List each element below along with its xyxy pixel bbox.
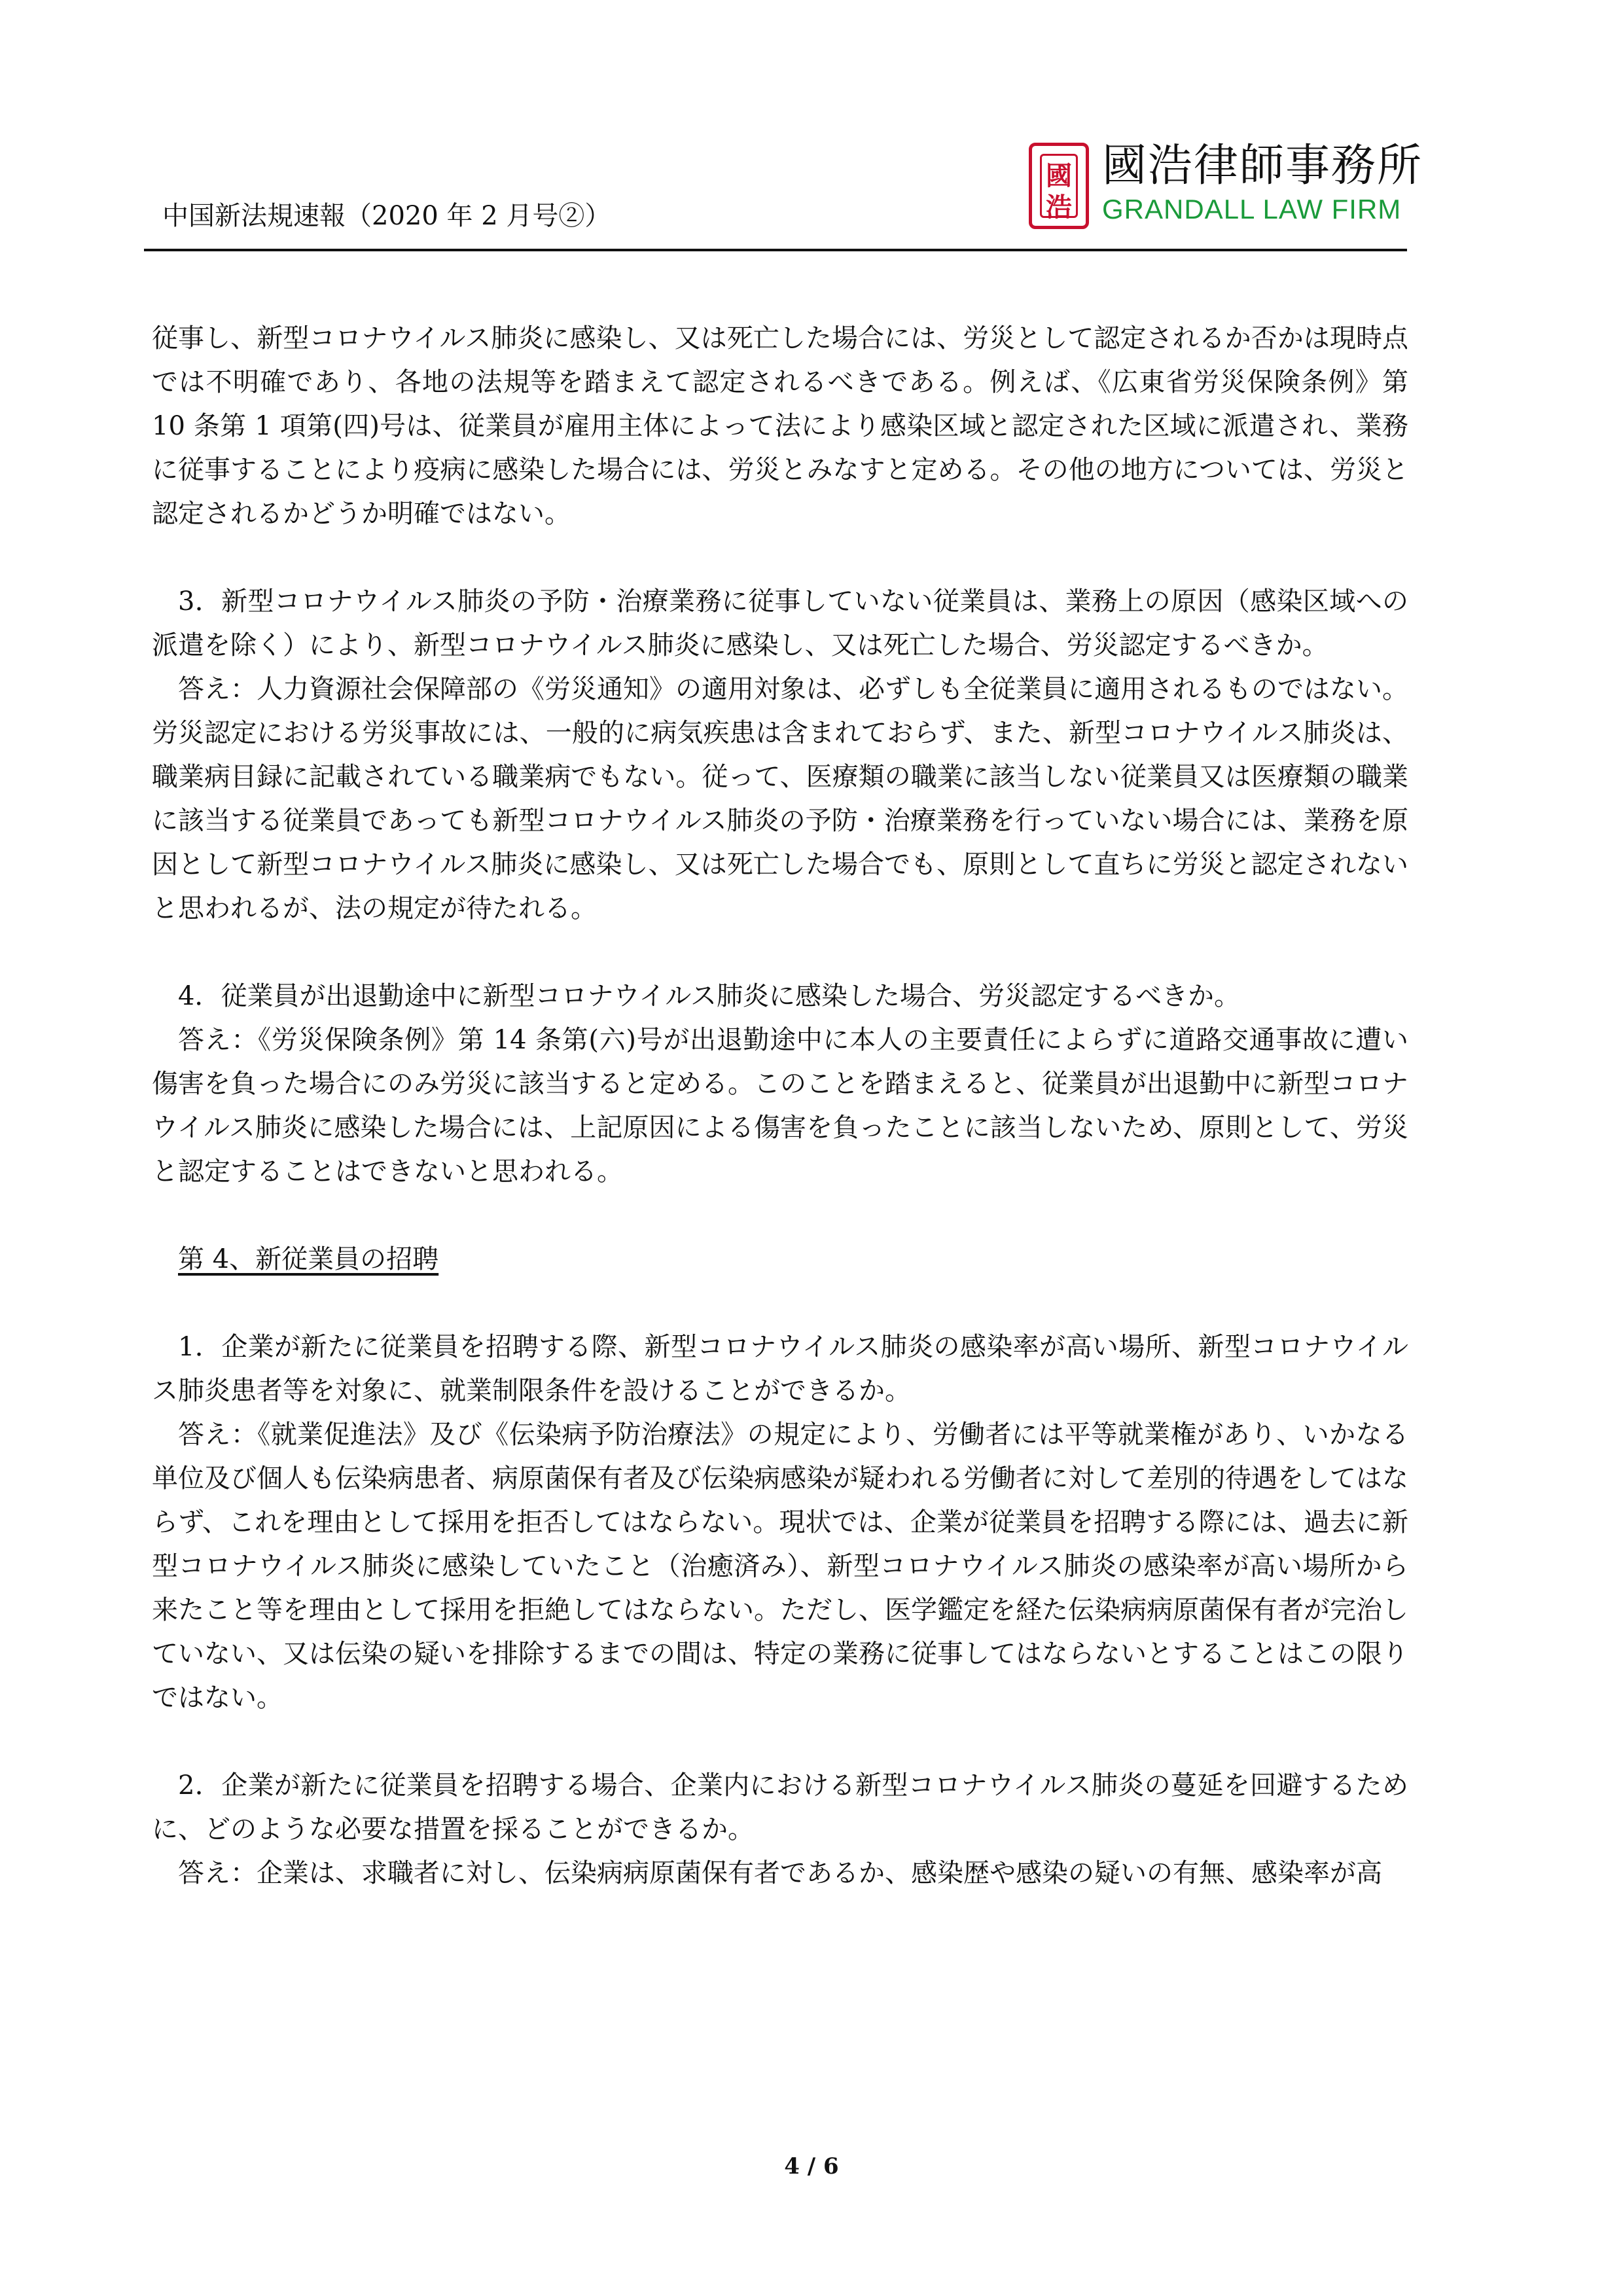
answer-4: 答え：《労災保険条例》第 14 条第(六)号が出退勤途中に本人の主要責任によらずに道路交通事故に遭い傷害を負った場合にのみ労災に該当すると定める。このことを踏まえると、従業員が出退勤中に新型コロナウイルス肺炎に感染した場合には、上記原因による傷害を負ったことに該当しないため、原則として、労災と認定することはできないと思われる。 — [152, 1025, 1408, 1187]
question-2: 2．企業が新たに従業員を招聘する場合、企業内における新型コロナウイルス肺炎の蔓延を回避するために、どのような必要な措置を採ることができるか。 — [152, 1770, 1408, 1844]
firm-name-english: GRANDALL LAW FIRM — [1102, 194, 1402, 224]
seal-char-1: 國 — [1046, 160, 1072, 191]
firm-name-chinese: 國浩律師事務所 — [1102, 140, 1423, 192]
seal-char-2: 浩 — [1046, 192, 1072, 223]
paragraph-continuation: 従事し、新型コロナウイルス肺炎に感染し、又は死亡した場合には、労災として認定されるか否かは現時点では不明確であり、各地の法規等を踏まえて認定されるべきである。例えば、《広東省労災保険条例》第 10 条第 1 項第(四)号は、従業員が雇用主体によって法により感染区域と認定された区域に派遣され、業務に従事することにより疫病に感染した場合には、労災とみなすと定める。その他の地方については、労災と認定されるかどうか明確ではない。 — [152, 323, 1408, 529]
running-header-title: 中国新法規速報（2020 年 2 月号②） — [162, 201, 611, 231]
question-4: 4．従業員が出退勤途中に新型コロナウイルス肺炎に感染した場合、労災認定するべきか。 — [178, 981, 1241, 1011]
seal-icon — [1029, 143, 1089, 229]
header-divider — [144, 249, 1407, 251]
answer-2: 答え：企業は、求職者に対し、伝染病病原菌保有者であるか、感染歴や感染の疑いの有無、感染率が高 — [178, 1858, 1382, 1888]
page-number: 4 / 6 — [784, 2153, 839, 2179]
answer-3: 答え：人力資源社会保障部の《労災通知》の適用対象は、必ずしも全従業員に適用されるものではない。労災認定における労災事故には、一般的に病気疾患は含まれておらず、また、新型コロナウイルス肺炎は、職業病目録に記載されている職業病でもない。従って、医療類の職業に該当しない従業員又は医療類の職業に該当する従業員であっても新型コロナウイルス肺炎の予防・治療業務を行っていない場合には、業務を原因として新型コロナウイルス肺炎に感染し、又は死亡した場合でも、原則として直ちに労災と認定されないと思われるが、法の規定が待たれる。 — [152, 674, 1408, 924]
firm-logo — [1029, 137, 1423, 236]
question-3: 3．新型コロナウイルス肺炎の予防・治療業務に従事していない従業員は、業務上の原因（感染区域への派遣を除く）により、新型コロナウイルス肺炎に感染し、又は死亡した場合、労災認定するべきか。 — [152, 586, 1408, 660]
document-body — [152, 317, 1408, 1895]
answer-1: 答え：《就業促進法》及び《伝染病予防治療法》の規定により、労働者には平等就業権があり、いかなる単位及び個人も伝染病患者、病原菌保有者及び伝染病感染が疑われる労働者に対して差別的待遇をしてはならず、これを理由として採用を拒否してはならない。現状では、企業が従業員を招聘する際には、過去に新型コロナウイルス肺炎に感染していたこと（治癒済み）、新型コロナウイルス肺炎の感染率が高い場所から来たこと等を理由として採用を拒絶してはならない。ただし、医学鑑定を経た伝染病病原菌保有者が完治していない、又は伝染の疑いを排除するまでの間は、特定の業務に従事してはならないとすることはこの限りではない。 — [152, 1420, 1408, 1713]
question-1: 1．企業が新たに従業員を招聘する際、新型コロナウイルス肺炎の感染率が高い場所、新型コロナウイルス肺炎患者等を対象に、就業制限条件を設けることができるか。 — [152, 1332, 1408, 1406]
section-heading: 第 4、新従業員の招聘 — [178, 1244, 439, 1274]
